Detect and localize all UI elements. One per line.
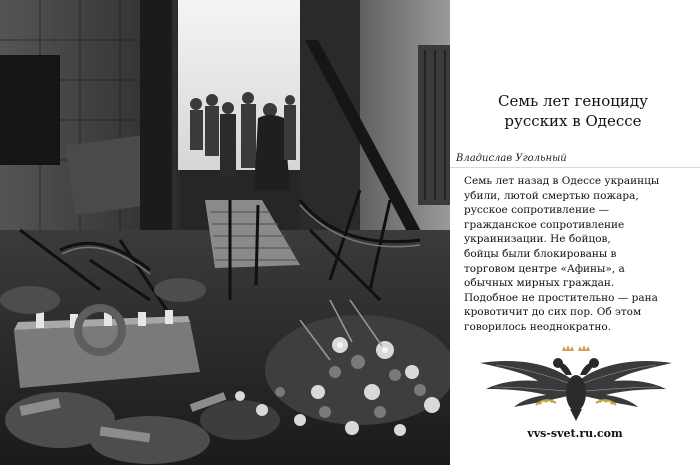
double-headed-eagle-icon [476, 343, 676, 421]
title-line-1: Семь лет геноциду [498, 92, 648, 110]
article-author: Владислав Угольный [456, 153, 567, 164]
article-panel [450, 0, 700, 465]
title-line-2: русских в Одессе [504, 112, 642, 130]
author-divider [450, 167, 700, 168]
article-body: Семь лет назад в Одессе украинцы убили, лютой смертью пожара, русское сопротивление — гражданское сопротивление украинизации. Не бойцов, бойцы были блокированы в торговом центре «Афины», а обычных мирных граждан. Подобное не простительно — рана кровотичит до сих пор. Об этом говорилось неоднократно. [464, 175, 660, 333]
site-url[interactable]: vvs-svet.ru.com [527, 427, 623, 440]
burned-column [140, 0, 172, 250]
article-title [468, 91, 678, 131]
